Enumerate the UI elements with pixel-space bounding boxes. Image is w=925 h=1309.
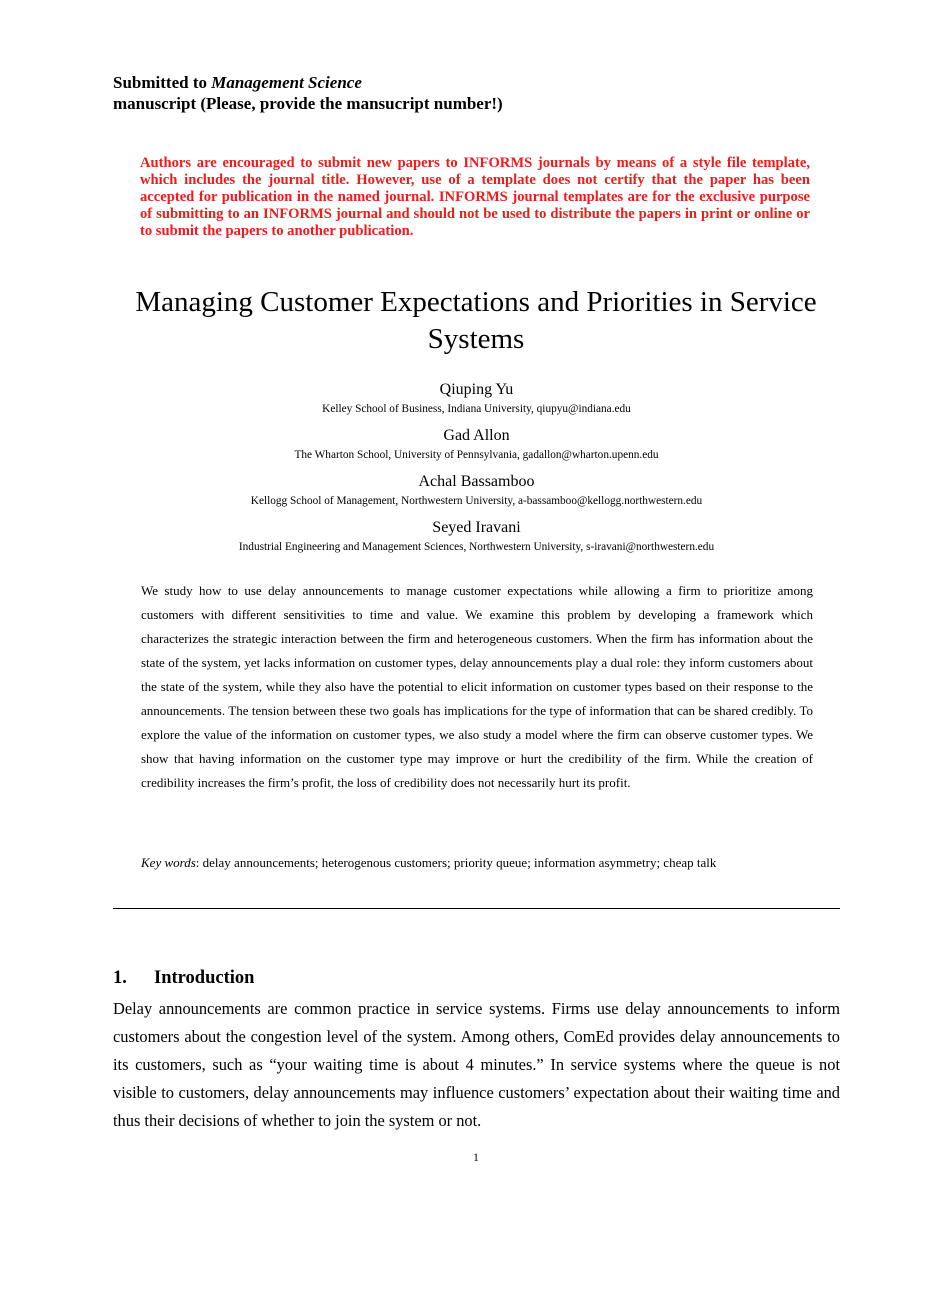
submitted-prefix: Submitted to <box>113 73 212 92</box>
author-name: Achal Bassamboo <box>418 473 535 490</box>
keywords-separator: : <box>195 855 203 870</box>
author-block <box>113 518 840 564</box>
manuscript-line: manuscript (Please, provide the mansucript number!) <box>113 94 503 113</box>
section-divider <box>113 908 840 909</box>
submission-line <box>113 72 813 93</box>
author-name: Seyed Iravani <box>432 519 521 536</box>
keywords-text: delay announcements; heterogenous customers; priority queue; information asymmetry; cheap talk <box>202 855 717 870</box>
section-heading <box>113 966 254 990</box>
template-notice: Authors are encouraged to submit new papers to INFORMS journals by means of a style file template, which includes the journal title. However, use of a template does not certify that the paper has been accepted for publication in the named journal. INFORMS journal templates are for the exclusive purpose of submitting to an INFORMS journal and should not be used to distribute the papers in print or online or to submit the papers to another publication. <box>140 155 810 239</box>
author-affiliation: The Wharton School, University of Pennsylvania, gadallon@wharton.upenn.edu <box>294 449 659 461</box>
keywords-label: Key words <box>141 855 196 870</box>
author-name: Gad Allon <box>443 427 510 444</box>
journal-name: Management Science <box>211 73 362 92</box>
paper-title: Managing Customer Expectations and Priorities in Service Systems <box>135 286 817 355</box>
author-block <box>113 472 840 518</box>
page-number: 1 <box>473 1152 479 1164</box>
intro-paragraph: Delay announcements are common practice in service systems. Firms use delay announcements to inform customers about the congestion level of the system. Among others, ComEd provides delay announcements to its customers, such as “your waiting time is about 4 minutes.” In service systems where the queue is not visible to customers, delay announcements may influence customers’ expectation about their waiting time and thus their decisions of whether to join the system or not. <box>113 999 840 1130</box>
author-affiliation: Kellogg School of Management, Northwestern University, a-bassamboo@kellogg.northwestern.edu <box>250 495 703 507</box>
author-affiliation: Kelley School of Business, Indiana University, qiupyu@indiana.edu <box>322 403 631 415</box>
running-header <box>113 72 813 114</box>
section-title: Introduction <box>154 968 255 988</box>
author-block <box>113 380 840 426</box>
author-name: Qiuping Yu <box>439 381 514 398</box>
section-number: 1. <box>113 968 127 988</box>
author-block <box>113 426 840 472</box>
author-list <box>113 380 840 564</box>
abstract: We study how to use delay announcements to manage customer expectations while allowing a firm to prioritize among customers with different sensitivities to time and value. We examine this problem by developing a framework which characterizes the strategic interaction between the firm and heterogeneous customers. When the firm has information about the state of the system, yet lacks information on customer types, delay announcements play a dual role: they inform customers about the state of the system, while they also have the potential to elicit information on customer types based on their response to the announcements. The tension between these two goals has implications for the type of information that can be shared credibly. To explore the value of the information on customer types, we also study a model where the firm can observe customer types. We show that having information on the customer type may improve or hurt the credibility of the firm. While the creation of credibility increases the firm’s profit, the loss of credibility does not necessarily hurt its profit. <box>141 583 813 790</box>
author-affiliation: Industrial Engineering and Management Sciences, Northwestern University, s-iravani@northwestern.edu <box>238 541 715 553</box>
keywords <box>141 851 813 875</box>
